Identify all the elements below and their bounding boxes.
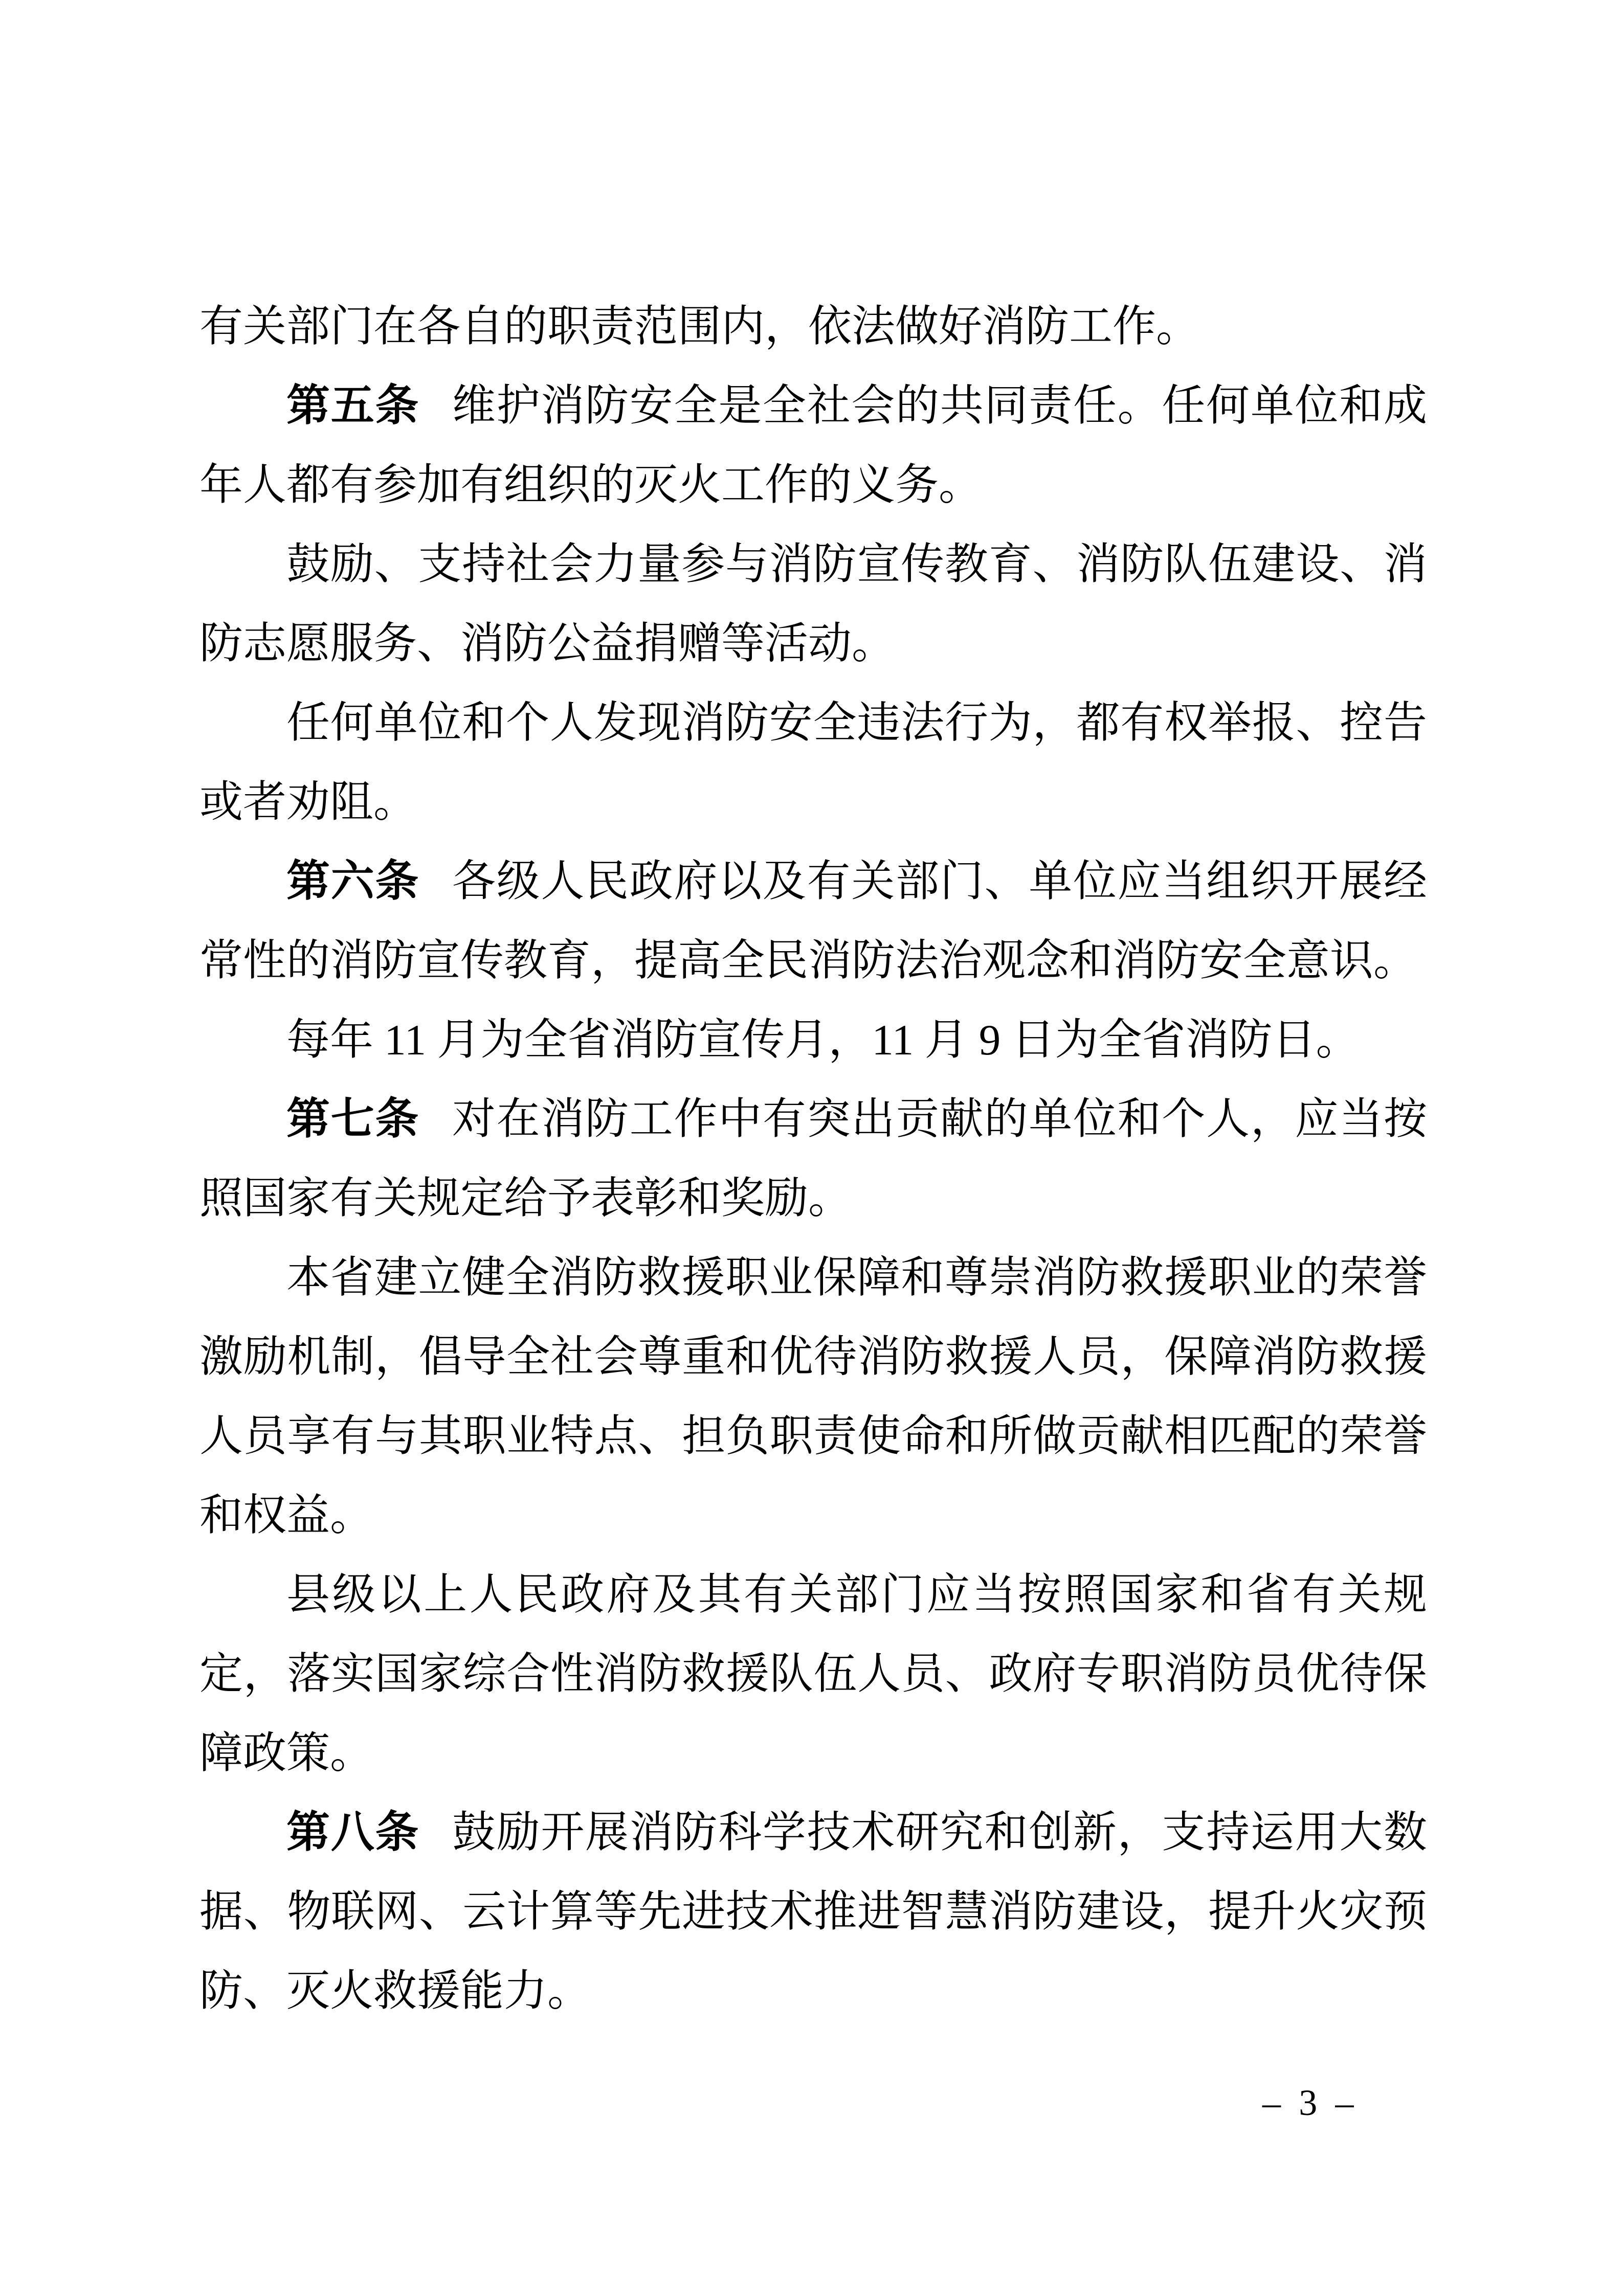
paragraph: 第七条 对在消防工作中有突出贡献的单位和个人，应当按照国家有关规定给予表彰和奖励。 xyxy=(199,1095,1427,1223)
document-body xyxy=(199,287,1427,2031)
paragraph: 第八条 鼓励开展消防科学技术研究和创新，支持运用大数据、物联网、云计算等先进技术推进智慧消防建设，提升火灾预防、灭火救援能力。 xyxy=(199,1809,1427,2015)
paragraph: 第六条 各级人民政府以及有关部门、单位应当组织开展经常性的消防宣传教育，提高全民消防法治观念和消防安全意识。 xyxy=(199,858,1427,985)
paragraph: 有关部门在各自的职责范围内，依法做好消防工作。 xyxy=(199,303,1200,351)
page-number: – 3 – xyxy=(1262,2082,1359,2123)
paragraph: 鼓励、支持社会力量参与消防宣传教育、消防队伍建设、消防志愿服务、消防公益捐赠等活动。 xyxy=(199,541,1427,668)
article-number: 第七条 xyxy=(286,1095,420,1143)
paragraph: 县级以上人民政府及其有关部门应当按照国家和省有关规定，落实国家综合性消防救援队伍人员、政府专职消防员优待保障政策。 xyxy=(199,1571,1427,1777)
article-number: 第六条 xyxy=(286,858,420,906)
paragraph: 任何单位和个人发现消防安全违法行为，都有权举报、控告或者劝阻。 xyxy=(199,699,1427,826)
article-number: 第八条 xyxy=(286,1809,420,1857)
paragraph: 每年 11 月为全省消防宣传月，11 月 9 日为全省消防日。 xyxy=(286,1016,1360,1064)
paragraph: 第五条 维护消防安全是全社会的共同责任。任何单位和成年人都有参加有组织的灭火工作的义务。 xyxy=(199,382,1427,509)
article-number: 第五条 xyxy=(286,382,420,430)
paragraph: 本省建立健全消防救援职业保障和尊崇消防救援职业的荣誉激励机制，倡导全社会尊重和优待消防救援人员，保障消防救援人员享有与其职业特点、担负职责使命和所做贡献相匹配的荣誉和权益。 xyxy=(199,1254,1427,1540)
